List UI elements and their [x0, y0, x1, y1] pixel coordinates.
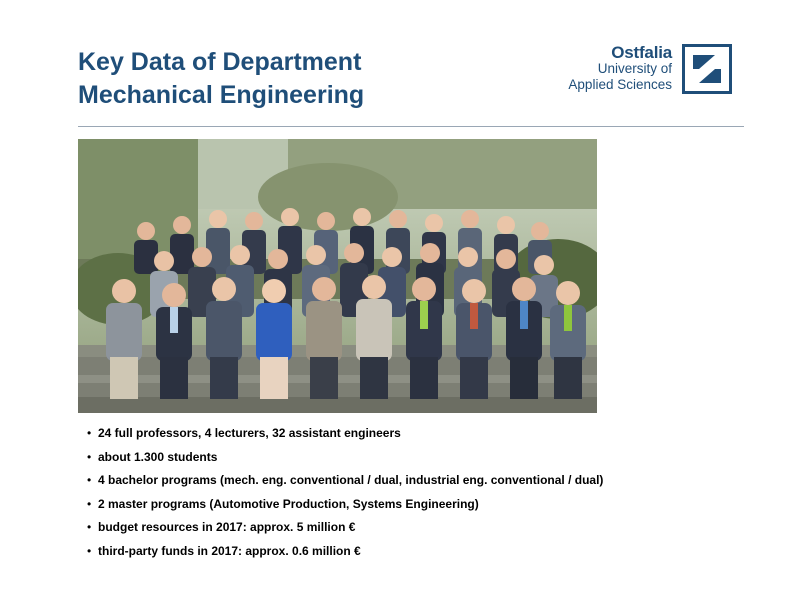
logo-line-2: University of	[597, 61, 672, 76]
page-title	[78, 46, 518, 112]
ostfalia-mark-icon	[682, 44, 732, 94]
list-item	[84, 449, 744, 466]
bullet-marker-icon: •	[87, 543, 92, 558]
bullet-marker-icon: •	[87, 426, 92, 440]
list-item-label: budget resources in 2017: approx. 5 million €	[98, 520, 356, 534]
group-photo	[78, 139, 597, 413]
list-item	[84, 496, 744, 513]
logo-line-1: Ostfalia	[611, 43, 672, 62]
bullet-marker-icon: •	[87, 496, 92, 511]
list-item-label: 24 full professors, 4 lecturers, 32 assistant engineers	[98, 426, 401, 440]
bullet-marker-icon: •	[87, 520, 92, 534]
page-title-line-1: Key Data of Department	[78, 48, 362, 76]
key-data-list	[84, 425, 744, 566]
logo-line-3: Applied Sciences	[568, 77, 672, 92]
page-title-line-2: Mechanical Engineering	[78, 81, 365, 109]
list-item	[84, 519, 744, 536]
list-item	[84, 425, 744, 442]
ostfalia-logo	[568, 44, 732, 94]
logo-wordmark	[568, 45, 672, 93]
header-divider	[78, 126, 744, 127]
bullet-marker-icon: •	[87, 449, 92, 464]
list-item-label: about 1.300 students	[98, 449, 218, 464]
list-item-label: 2 master programs (Automotive Production, Systems Engineering)	[98, 496, 479, 511]
list-item-label: third-party funds in 2017: approx. 0.6 million €	[98, 543, 361, 558]
list-item	[84, 472, 744, 489]
list-item-label: 4 bachelor programs (mech. eng. conventional / dual, industrial eng. conventional / dual)	[98, 473, 604, 487]
list-item	[84, 543, 744, 560]
bullet-marker-icon: •	[87, 473, 92, 487]
